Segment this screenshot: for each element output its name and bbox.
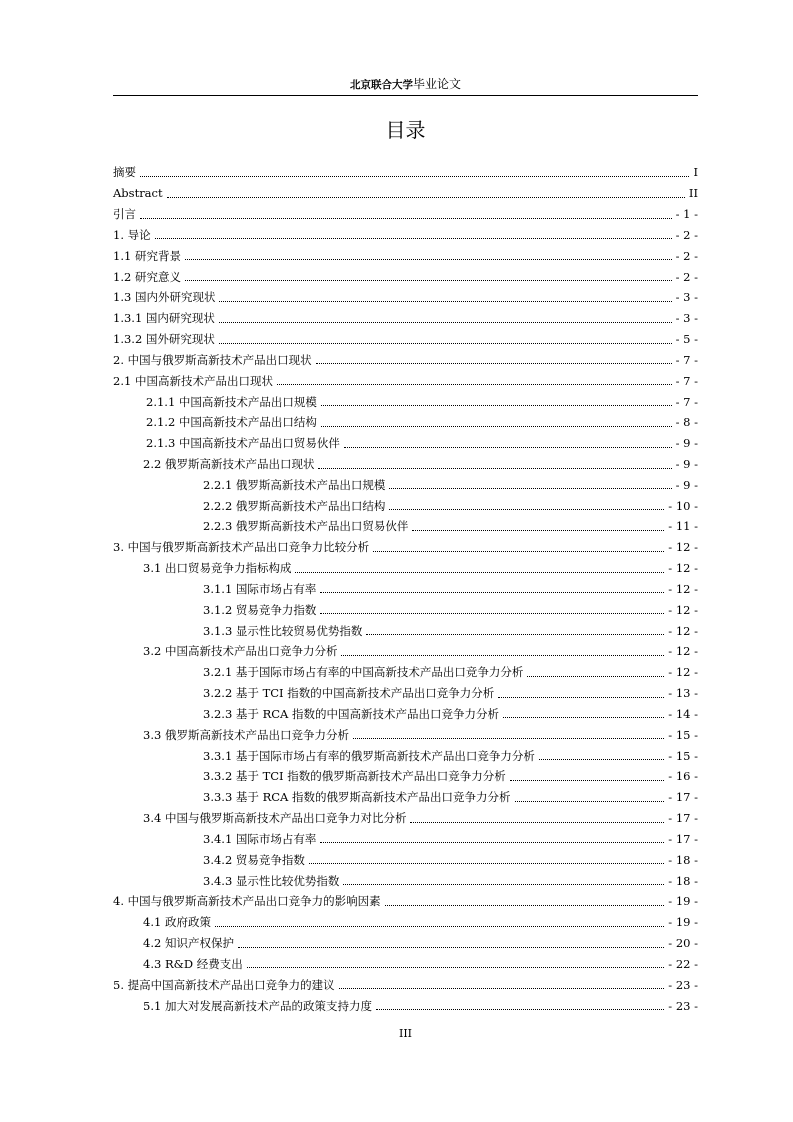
toc-dot-leader (318, 468, 671, 469)
toc-entry-label: 1.3.2 国外研究现状 (113, 332, 215, 347)
toc-dot-leader (320, 592, 664, 593)
toc-dot-leader (219, 343, 672, 344)
toc-dot-leader (185, 259, 672, 260)
toc-entry[interactable] (113, 641, 698, 662)
toc-entry[interactable] (113, 454, 698, 475)
toc-entry-page: - 18 - (668, 852, 698, 867)
toc-dot-leader (515, 801, 665, 802)
toc-dot-leader (385, 905, 665, 906)
toc-entry-label: 2.1.2 中国高新技术产品出口结构 (146, 415, 317, 430)
toc-entry-label: 3.1.2 贸易竞争力指数 (203, 602, 317, 617)
toc-entry[interactable] (113, 245, 698, 266)
toc-entry[interactable] (113, 391, 698, 412)
toc-dot-leader (510, 780, 665, 781)
toc-entry[interactable] (113, 370, 698, 391)
toc-entry[interactable] (113, 224, 698, 245)
toc-entry[interactable] (113, 474, 698, 495)
toc-entry-page: - 15 - (668, 748, 698, 763)
toc-dot-leader (320, 613, 664, 614)
toc-entry-page: - 12 - (668, 602, 698, 617)
toc-dot-leader (219, 301, 671, 302)
toc-dot-leader (344, 447, 672, 448)
toc-dot-leader (539, 759, 664, 760)
toc-entry[interactable] (113, 995, 698, 1016)
toc-entry-page: - 19 - (668, 915, 698, 930)
toc-dot-leader (412, 530, 664, 531)
toc-dot-leader (343, 884, 664, 885)
toc-entry[interactable] (113, 162, 698, 183)
toc-dot-leader (503, 717, 664, 718)
toc-entry-label: 2.1.1 中国高新技术产品出口规模 (146, 394, 317, 409)
toc-entry-label: 1.2 研究意义 (113, 269, 181, 284)
toc-dot-leader (527, 676, 664, 677)
toc-entry-label: 3.4.3 显示性比较优势指数 (203, 873, 340, 888)
toc-entry-label: 4.1 政府政策 (143, 915, 211, 930)
toc-entry-page: - 12 - (668, 623, 698, 638)
toc-entry[interactable] (113, 766, 698, 787)
toc-entry-page: - 17 - (668, 831, 698, 846)
header-doc-type: 毕业论文 (412, 77, 461, 91)
toc-entry[interactable] (113, 829, 698, 850)
toc-dot-leader (140, 176, 689, 177)
toc-entry-label: 4.3 R&D 经费支出 (143, 956, 243, 971)
toc-entry[interactable] (113, 849, 698, 870)
toc-entry-page: - 19 - (668, 894, 698, 909)
toc-entry[interactable] (113, 329, 698, 350)
toc-entry-page: - 3 - (675, 311, 698, 326)
toc-entry[interactable] (113, 620, 698, 641)
toc-entry-label: 2.2.1 俄罗斯高新技术产品出口规模 (203, 477, 386, 492)
header-rule (113, 95, 698, 96)
toc-entry-page: - 23 - (668, 998, 698, 1013)
toc-entry[interactable] (113, 662, 698, 683)
toc-entry-page: - 22 - (668, 956, 698, 971)
toc-entry-label: 3.2.1 基于国际市场占有率的中国高新技术产品出口竞争力分析 (203, 665, 524, 680)
toc-entry[interactable] (113, 183, 698, 204)
toc-entry-page: - 23 - (668, 977, 698, 992)
toc-entry-label: 3.4 中国与俄罗斯高新技术产品出口竞争力对比分析 (143, 811, 407, 826)
toc-entry-label: 3.2 中国高新技术产品出口竞争力分析 (143, 644, 338, 659)
toc-entry-page: - 16 - (668, 769, 698, 784)
toc-entry-label: 5. 提高中国高新技术产品出口竞争力的建议 (113, 977, 335, 992)
toc-dot-leader (353, 738, 664, 739)
toc-entry[interactable] (113, 349, 698, 370)
toc-entry-page: - 12 - (668, 644, 698, 659)
toc-entry[interactable] (113, 537, 698, 558)
toc-dot-leader (410, 822, 664, 823)
toc-dot-leader (219, 322, 672, 323)
toc-entry[interactable] (113, 912, 698, 933)
toc-entry-page: - 12 - (668, 540, 698, 555)
toc-entry-page: - 3 - (675, 290, 698, 305)
toc-entry-label: 2.1.3 中国高新技术产品出口贸易伙伴 (146, 436, 340, 451)
running-header (113, 76, 698, 93)
toc-dot-leader (185, 280, 672, 281)
toc-entry-label: 3.3.3 基于 RCA 指数的俄罗斯高新技术产品出口竞争力分析 (203, 790, 511, 805)
toc-dot-leader (498, 697, 664, 698)
toc-entry-page: I (693, 165, 698, 180)
toc-entry-label: 1.3.1 国内研究现状 (113, 311, 215, 326)
toc-entry-page: - 9 - (675, 457, 698, 471)
toc-entry[interactable] (113, 933, 698, 954)
toc-entry-label: 3.1 出口贸易竞争力指标构成 (143, 561, 292, 576)
toc-dot-leader (389, 509, 664, 510)
toc-entry-label: 1.3 国内外研究现状 (113, 290, 216, 305)
toc-entry-label: 3.1.3 显示性比较贸易优势指数 (203, 623, 363, 638)
toc-entry-label: 2. 中国与俄罗斯高新技术产品出口现状 (113, 352, 312, 367)
toc-dot-leader (309, 863, 664, 864)
toc-entry-page: - 14 - (668, 706, 698, 721)
toc-entry-label: 2.1 中国高新技术产品出口现状 (113, 373, 273, 388)
toc-dot-leader (320, 842, 664, 843)
toc-entry[interactable] (113, 433, 698, 454)
toc-dot-leader (373, 551, 664, 552)
toc-entry[interactable] (113, 412, 698, 433)
toc-entry[interactable] (113, 745, 698, 766)
toc-entry-label: 3.1.1 国际市场占有率 (203, 581, 317, 596)
toc-entry-label: Abstract (113, 186, 163, 201)
toc-entry[interactable] (113, 870, 698, 891)
toc-entry[interactable] (113, 495, 698, 516)
toc-entry-page: - 2 - (675, 248, 698, 263)
toc-entry-label: 3.3.2 基于 TCI 指数的俄罗斯高新技术产品出口竞争力分析 (203, 769, 506, 784)
toc-entry[interactable] (113, 953, 698, 974)
toc-dot-leader (339, 988, 665, 989)
toc-entry-page: - 2 - (675, 227, 698, 242)
toc-entry[interactable] (113, 891, 698, 912)
toc-entry-label: 2.2 俄罗斯高新技术产品出口现状 (143, 457, 315, 471)
toc-dot-leader (167, 197, 685, 198)
toc-entry[interactable] (113, 704, 698, 725)
toc-dot-leader (277, 384, 672, 385)
toc-entry[interactable] (113, 683, 698, 704)
toc-entry-page: - 15 - (668, 727, 698, 742)
toc-entry-page: - 12 - (668, 665, 698, 680)
toc-entry-label: 4.2 知识产权保护 (143, 936, 234, 951)
toc-entry-page: - 7 - (675, 394, 698, 409)
toc-entry-page: - 20 - (668, 936, 698, 951)
toc-dot-leader (376, 1009, 664, 1010)
toc-entry-page: - 11 - (668, 519, 698, 534)
toc-entry[interactable] (113, 974, 698, 995)
toc-entry-page: - 12 - (668, 581, 698, 596)
header-school-name: 北京联合大学 (349, 79, 413, 91)
toc-entry[interactable] (113, 808, 698, 829)
toc-entry-page: - 1 - (675, 207, 698, 222)
toc-entry[interactable] (113, 787, 698, 808)
page-title: 目录 (385, 118, 426, 142)
toc-entry-page: - 17 - (668, 790, 698, 805)
toc-dot-leader (140, 218, 672, 219)
toc-entry-page: - 17 - (668, 811, 698, 826)
toc-entry[interactable] (113, 724, 698, 745)
toc-entry-label: 1.1 研究背景 (113, 248, 181, 263)
toc-entry[interactable] (113, 266, 698, 287)
toc-entry-page: - 7 - (675, 352, 698, 367)
toc-entry-page: - 9 - (675, 436, 698, 451)
toc-dot-leader (321, 426, 672, 427)
toc-entry-page: - 2 - (675, 269, 698, 284)
toc-entry-label: 3.4.2 贸易竞争指数 (203, 852, 305, 867)
toc-entry-label: 3.2.2 基于 TCI 指数的中国高新技术产品出口竞争力分析 (203, 686, 495, 701)
toc-entry[interactable] (113, 558, 698, 579)
toc-entry[interactable] (113, 516, 698, 537)
toc-dot-leader (238, 947, 664, 948)
toc-dot-leader (389, 488, 671, 489)
toc-entry-label: 4. 中国与俄罗斯高新技术产品出口竞争力的影响因素 (113, 894, 381, 909)
toc-entry-label: 摘要 (113, 165, 136, 180)
toc-entry[interactable] (113, 579, 698, 600)
toc-entry-label: 3.3.1 基于国际市场占有率的俄罗斯高新技术产品出口竞争力分析 (203, 748, 535, 763)
toc-entry[interactable] (113, 308, 698, 329)
toc-entry-page: - 7 - (675, 373, 698, 388)
toc-dot-leader (321, 405, 672, 406)
toc-entry[interactable] (113, 287, 698, 308)
toc-entry[interactable] (113, 204, 698, 225)
table-of-contents (113, 162, 698, 1016)
toc-entry-label: 引言 (113, 207, 136, 222)
toc-entry-label: 5.1 加大对发展高新技术产品的政策支持力度 (143, 998, 372, 1013)
toc-entry-label: 3.4.1 国际市场占有率 (203, 831, 317, 846)
toc-entry-page: - 5 - (675, 332, 698, 347)
toc-entry-label: 3. 中国与俄罗斯高新技术产品出口竞争力比较分析 (113, 540, 370, 555)
toc-dot-leader (316, 363, 672, 364)
toc-entry-page: II (688, 186, 698, 201)
toc-dot-leader (247, 967, 665, 968)
page-number: III (398, 1027, 413, 1040)
toc-dot-leader (366, 634, 664, 635)
toc-entry-page: - 12 - (668, 561, 698, 576)
toc-entry-page: - 10 - (668, 498, 698, 513)
toc-dot-leader (295, 572, 664, 573)
toc-entry-label: 2.2.3 俄罗斯高新技术产品出口贸易伙伴 (203, 519, 409, 534)
toc-entry[interactable] (113, 599, 698, 620)
toc-entry-page: - 9 - (675, 477, 698, 492)
toc-dot-leader (341, 655, 664, 656)
toc-entry-label: 3.2.3 基于 RCA 指数的中国高新技术产品出口竞争力分析 (203, 706, 499, 721)
toc-entry-label: 1. 导论 (113, 227, 151, 242)
toc-entry-label: 3.3 俄罗斯高新技术产品出口竞争力分析 (143, 727, 349, 742)
toc-entry-page: - 18 - (668, 873, 698, 888)
toc-entry-label: 2.2.2 俄罗斯高新技术产品出口结构 (203, 498, 386, 513)
toc-entry-page: - 13 - (668, 686, 698, 701)
toc-entry-page: - 8 - (675, 415, 698, 430)
toc-dot-leader (215, 926, 664, 927)
toc-dot-leader (155, 238, 672, 239)
